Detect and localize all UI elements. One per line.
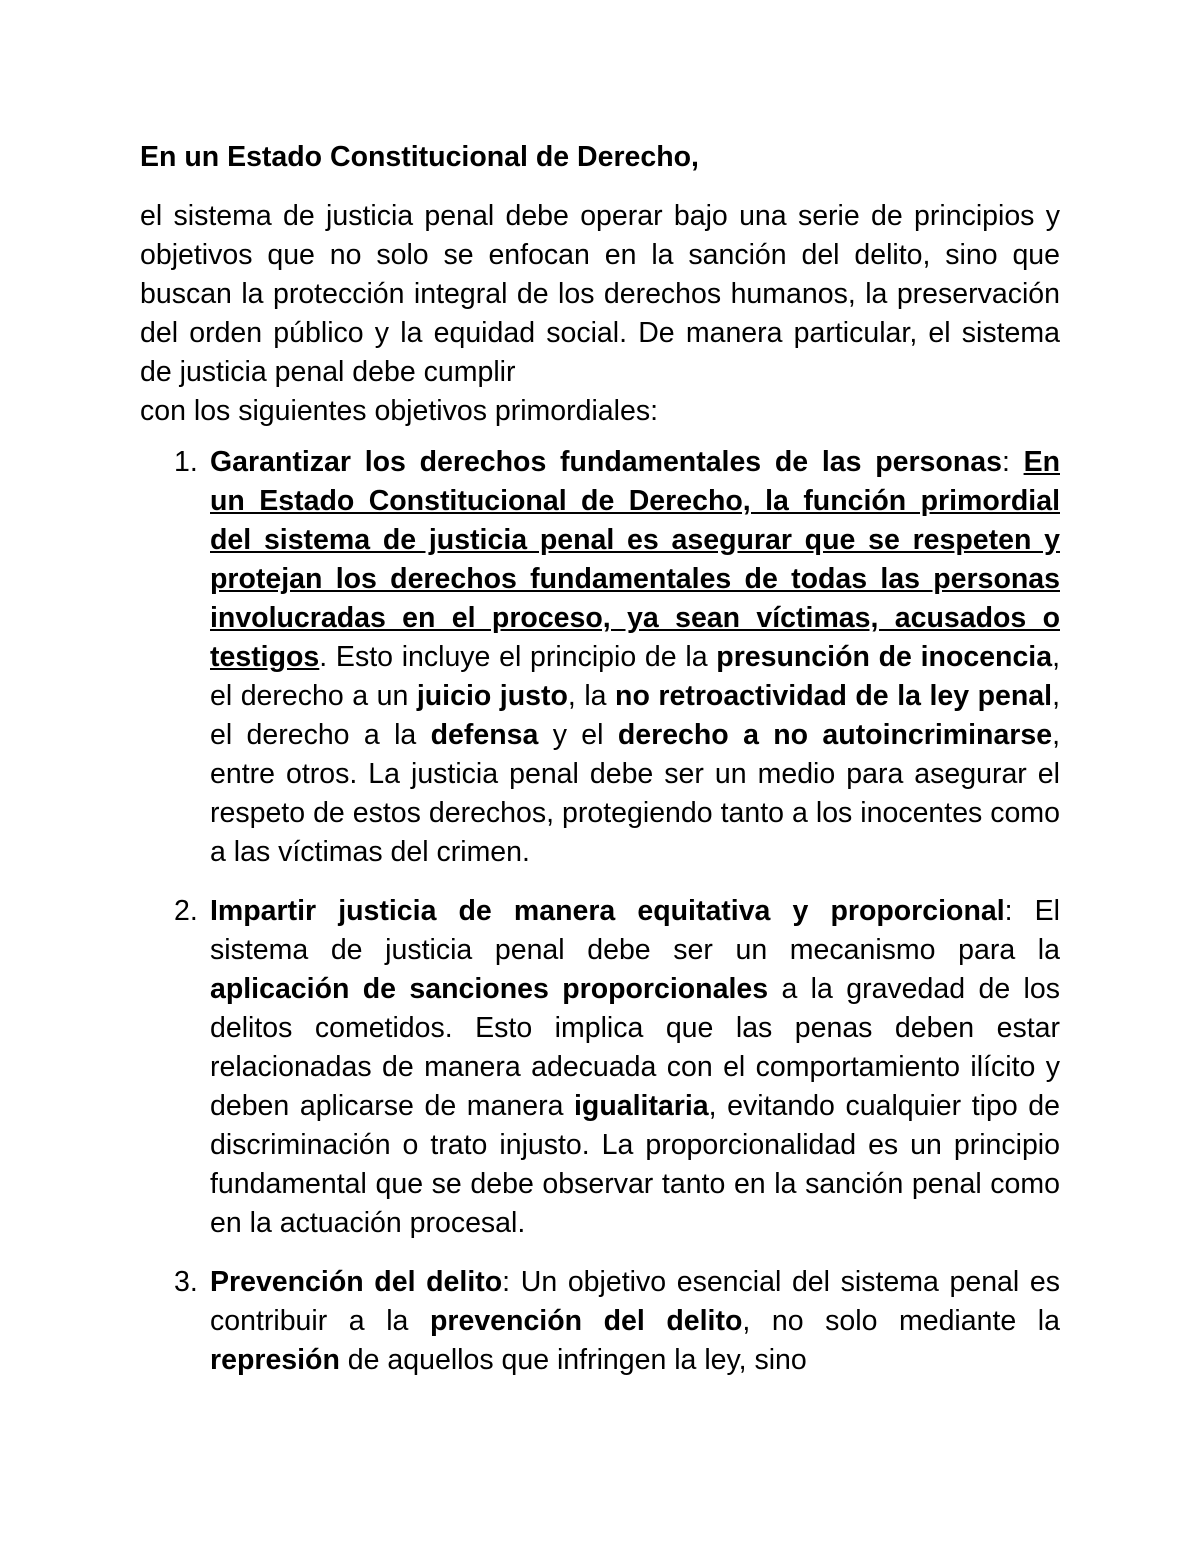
item-text: , entre otros. La justicia penal debe ser un medio para asegurar el respeto de estos derechos, protegiendo tanto a los inocentes como a las víctimas del crimen.	[210, 719, 1061, 868]
item-text: a la gravedad de los delitos cometidos. Esto implica que las penas deben estar relacionadas de manera adecuada con el comportamiento ilícito y deben aplicarse de manera	[210, 973, 1060, 1122]
list-item-number: 2.	[174, 895, 198, 927]
item-text: y el	[538, 719, 618, 751]
bold-term: juicio justo	[416, 680, 568, 712]
item-title: Impartir justicia de manera equitativa y proporcional	[210, 895, 1005, 927]
list-item	[140, 892, 1060, 1243]
list-item	[140, 443, 1060, 872]
item-text: , el derecho a la	[210, 680, 1060, 751]
bold-term: presunción de inocencia	[716, 641, 1053, 673]
document-body	[140, 138, 1060, 1400]
bold-term: represión	[210, 1344, 340, 1376]
item-text: , el derecho a un	[210, 641, 1060, 712]
bold-term: defensa	[430, 719, 539, 751]
bold-term: aplicación de sanciones proporcionales	[210, 973, 769, 1005]
item-title: Prevención del delito	[210, 1266, 503, 1298]
bold-term: prevención del delito	[429, 1305, 743, 1337]
intro-text-end: con los siguientes objetivos primordiales:	[140, 395, 659, 427]
list-item	[140, 1263, 1060, 1380]
item-text: , la	[567, 680, 616, 712]
item-text: , no solo mediante la	[742, 1305, 1060, 1337]
document-heading: En un Estado Constitucional de Derecho,	[140, 141, 699, 173]
bold-term: igualitaria	[574, 1090, 709, 1122]
item-title: Garantizar los derechos fundamentales de las personas	[210, 446, 1002, 478]
item-text: . Esto incluye el principio de la	[319, 641, 717, 673]
bold-term: derecho a no autoincriminarse	[617, 719, 1053, 751]
item-text: de aquellos que infringen la ley, sino	[339, 1344, 807, 1376]
underlined-statement: En un Estado Constitucional de Derecho, la función primordial del sistema de justicia penal es asegurar que se respeten y protejan los derechos fundamentales de todas las personas involucradas en el proceso, ya sean víctimas, acusados o testigos	[210, 446, 1060, 673]
item-text: : Un objetivo esencial del sistema penal es contribuir a la	[210, 1266, 1061, 1337]
objectives-list	[140, 443, 1060, 1380]
intro-text: el sistema de justicia penal debe operar bajo una serie de principios y objetivos que no solo se enfocan en la sanción del delito, sino que buscan la protección integral de los derechos humanos, la preservación del orden público y la equidad social. De manera particular, el sistema de justicia penal debe cumplir	[140, 200, 1060, 388]
item-text: , evitando cualquier tipo de discriminación o trato injusto. La proporcionalidad es un principio fundamental que se debe observar tanto en la sanción penal como en la actuación procesal.	[210, 1090, 1060, 1239]
list-item-number: 3.	[174, 1266, 198, 1298]
bold-term: no retroactividad de la ley penal	[615, 680, 1053, 712]
intro-paragraph	[140, 197, 1060, 431]
item-text: :	[1001, 446, 1024, 478]
list-item-number: 1.	[174, 446, 198, 478]
item-text: : El sistema de justicia penal debe ser un mecanismo para la	[210, 895, 1060, 966]
